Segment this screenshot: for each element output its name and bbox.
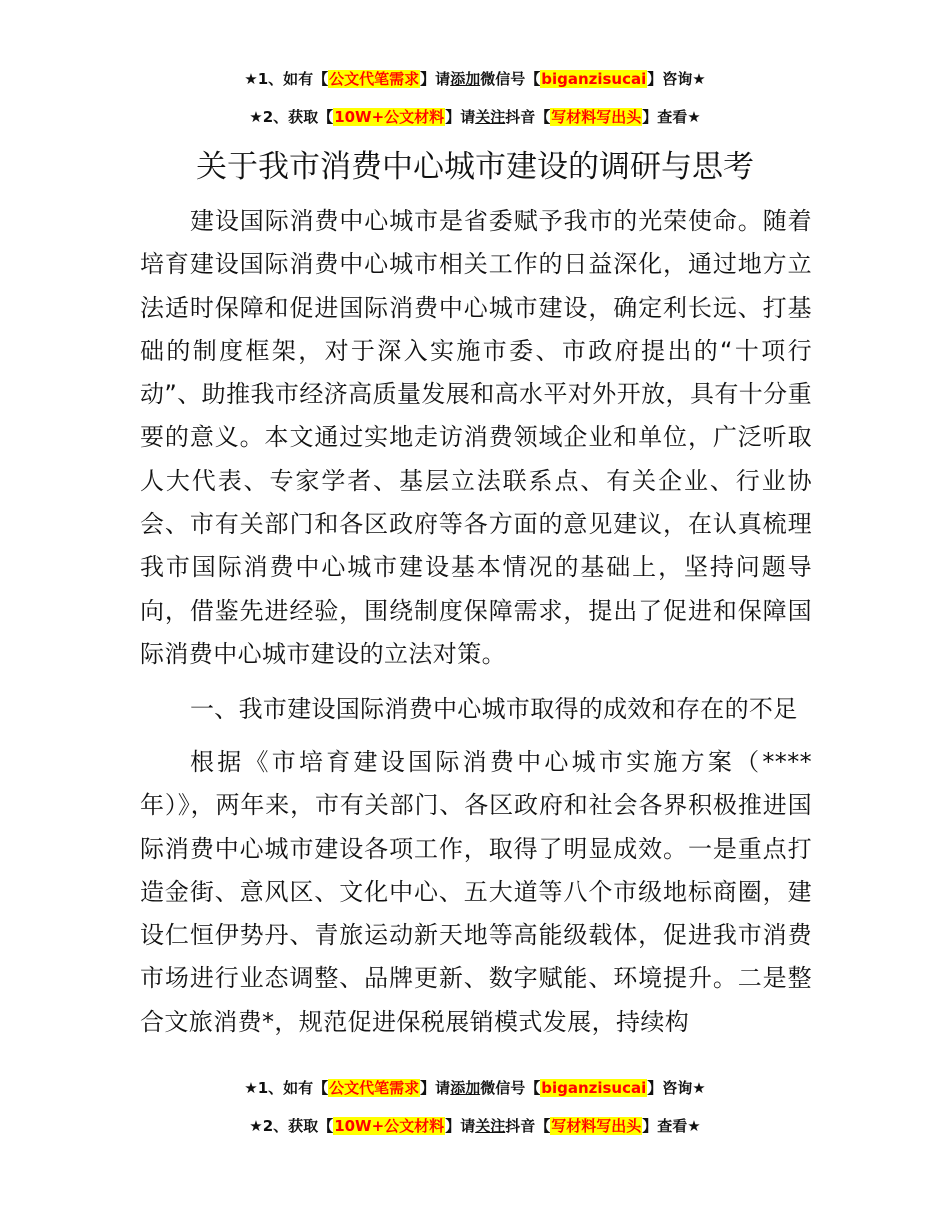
- promo-suffix: 】咨询★: [647, 70, 706, 88]
- promo-suffix: 】咨询★: [647, 1079, 706, 1097]
- promo-text: 微信号【: [480, 1079, 541, 1097]
- promo-highlight-materials: 10W+公文材料: [334, 108, 445, 126]
- promo-text: 】请: [445, 108, 476, 126]
- promo-highlight-douyin-id: 写材料写出头: [551, 108, 642, 126]
- promo-suffix: 】查看★: [642, 1117, 701, 1135]
- promo-emphasis: 关注: [475, 108, 506, 126]
- header-promo-line-2: [0, 106, 950, 128]
- promo-highlight-wechat-id: biganzisucai: [541, 70, 647, 88]
- body-paragraph-achievements: 根据《市培育建设国际消费中心城市实施方案（****年）》，两年来，市有关部门、各区政府和社会各界积极推进国际消费中心城市建设各项工作，取得了明显成效。一是重点打造金街、意风区、文化中心、五大道等八个市级地标商圈，建设仁恒伊势丹、青旅运动新天地等高能级载体，促进我市消费市场进行业态调整、品牌更新、数字赋能、环境提升。二是整合文旅消费*，规范促进保税展销模式发展，持续构: [140, 748, 812, 1036]
- promo-highlight-wechat-id: biganzisucai: [541, 1079, 647, 1097]
- promo-text: 抖音【: [505, 1117, 551, 1135]
- promo-highlight-service: 公文代笔需求: [329, 70, 420, 88]
- section-heading-1: 一、我市建设国际消费中心城市取得的成效和存在的不足: [190, 695, 798, 723]
- document-title: 关于我市消费中心城市建设的调研与思考: [196, 149, 754, 185]
- header-promo-line-1: [0, 68, 950, 90]
- promo-prefix: ★2、获取【: [249, 1117, 334, 1135]
- footer-promo-line-1: [0, 1077, 950, 1099]
- promo-emphasis: 添加: [450, 1079, 481, 1097]
- promo-emphasis: 关注: [475, 1117, 506, 1135]
- promo-text: 】请: [420, 70, 451, 88]
- promo-highlight-service: 公文代笔需求: [329, 1079, 420, 1097]
- promo-emphasis: 添加: [450, 70, 481, 88]
- promo-prefix: ★1、如有【: [244, 70, 329, 88]
- promo-prefix: ★1、如有【: [244, 1079, 329, 1097]
- body-paragraph-intro: 建设国际消费中心城市是省委赋予我市的光荣使命。随着培育建设国际消费中心城市相关工作的日益深化，通过地方立法适时保障和促进国际消费中心城市建设，确定利长远、打基础的制度框架，对于深入实施市委、市政府提出的“十项行动”、助推我市经济高质量发展和高水平对外开放，具有十分重要的意义。本文通过实地走访消费领域企业和单位，广泛听取人大代表、专家学者、基层立法联系点、有关企业、行业协会、市有关部门和各区政府等各方面的意见建议，在认真梳理我市国际消费中心城市建设基本情况的基础上，坚持问题导向，借鉴先进经验，围绕制度保障需求，提出了促进和保障国际消费中心城市建设的立法对策。: [140, 207, 812, 668]
- footer-promo-line-2: [0, 1115, 950, 1137]
- promo-text: 】请: [445, 1117, 476, 1135]
- promo-highlight-materials: 10W+公文材料: [334, 1117, 445, 1135]
- promo-text: 】请: [420, 1079, 451, 1097]
- promo-prefix: ★2、获取【: [249, 108, 334, 126]
- promo-highlight-douyin-id: 写材料写出头: [551, 1117, 642, 1135]
- promo-text: 微信号【: [480, 70, 541, 88]
- promo-suffix: 】查看★: [642, 108, 701, 126]
- promo-text: 抖音【: [505, 108, 551, 126]
